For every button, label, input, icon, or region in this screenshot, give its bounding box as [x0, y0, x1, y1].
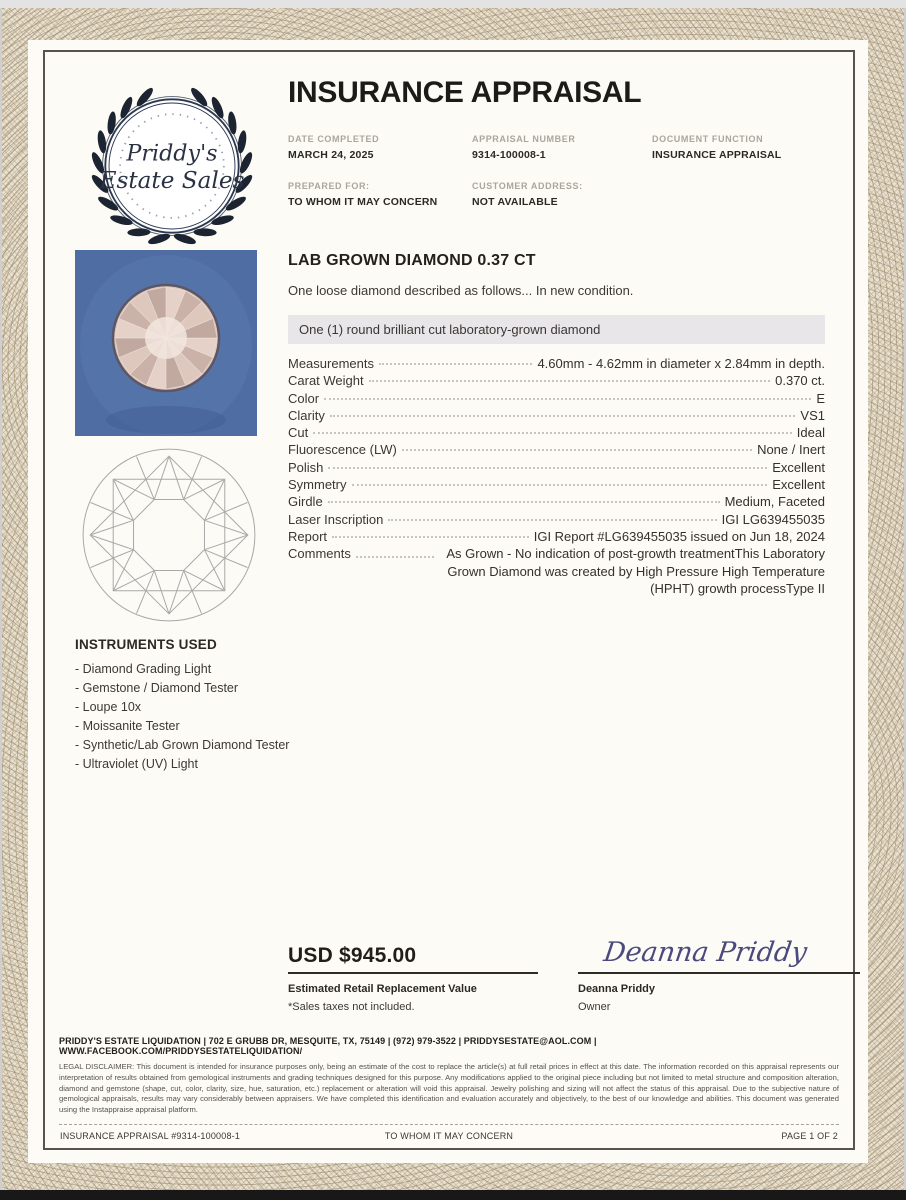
instrument-item: - Loupe 10x	[75, 700, 142, 714]
item-summary-box: One (1) round brilliant cut laboratory-grown diamond	[288, 315, 825, 344]
bottom-bar-right: PAGE 1 OF 2	[781, 1131, 838, 1141]
property-value: E	[816, 390, 825, 406]
property-label: Polish	[288, 459, 324, 475]
meta-label: DATE COMPLETED	[288, 134, 380, 144]
signature-block	[578, 934, 860, 1013]
dotted-leader	[328, 501, 720, 503]
property-row	[288, 493, 825, 510]
meta-prepared-for	[288, 181, 472, 208]
meta-row-2	[288, 181, 848, 208]
property-label: Cut	[288, 425, 309, 441]
signatory-name: Deanna Priddy	[578, 983, 656, 995]
property-label: Fluorescence (LW)	[288, 442, 397, 458]
dotted-leader	[352, 484, 768, 486]
dotted-leader	[388, 519, 716, 521]
dotted-leader	[328, 467, 767, 469]
instrument-item: - Moissanite Tester	[75, 719, 180, 733]
round-brilliant-diagram-icon	[73, 444, 265, 626]
photo-edge-bottom	[0, 1190, 906, 1200]
dotted-leader	[356, 556, 434, 558]
dotted-leader	[330, 415, 796, 417]
dotted-leader	[379, 363, 532, 365]
property-value: IGI Report #LG639455035 issued on Jun 18, 2024	[533, 528, 825, 544]
dotted-leader	[313, 432, 792, 434]
property-value: IGI LG639455035	[721, 511, 825, 527]
bottom-bar-center: TO WHOM IT MAY CONCERN	[384, 1131, 514, 1141]
property-label: Symmetry	[288, 477, 347, 493]
property-row	[288, 511, 825, 528]
meta-date-completed	[288, 134, 472, 161]
valuation-signature-row	[288, 934, 860, 1013]
item-description: One loose diamond described as follows... In new condition.	[288, 283, 634, 298]
property-value: 0.370 ct.	[775, 373, 825, 389]
property-row	[288, 424, 825, 441]
property-label: Color	[288, 390, 320, 406]
property-row	[288, 407, 825, 424]
instrument-item: - Ultraviolet (UV) Light	[75, 757, 198, 771]
property-label: Laser Inscription	[288, 511, 384, 527]
property-row-comments	[288, 545, 825, 597]
property-label: Measurements	[288, 356, 374, 371]
signature-script: Deanna Priddy	[601, 937, 809, 968]
instrument-item: - Diamond Grading Light	[75, 662, 212, 676]
property-value: 4.60mm - 4.62mm in diameter x 2.84mm in depth.	[537, 356, 825, 371]
property-label: Comments	[288, 546, 351, 562]
item-details	[288, 252, 825, 597]
property-value: Ideal	[796, 425, 825, 441]
meta-label: APPRAISAL NUMBER	[472, 134, 576, 144]
header	[288, 76, 848, 208]
dotted-leader	[369, 380, 770, 382]
property-value: As Grown - No indication of post-growth treatmentThis Laboratory Grown Diamond was created by High Pressure High Temperature (HPHT) growth processType II	[446, 546, 825, 596]
signatory-title: Owner	[578, 1001, 611, 1013]
inner-frame	[43, 50, 855, 1150]
instruments-section	[75, 637, 345, 774]
property-label: Clarity	[288, 407, 325, 423]
dotted-leader	[332, 536, 529, 538]
cut-diagram	[73, 444, 265, 626]
meta-label: CUSTOMER ADDRESS:	[472, 181, 583, 191]
meta-customer-address	[472, 181, 652, 208]
property-label: Report	[288, 528, 328, 544]
meta-label: PREPARED FOR:	[288, 181, 370, 191]
appraised-value: USD $945.00	[288, 944, 417, 967]
photo-edge-top	[0, 0, 906, 8]
meta-value: NOT AVAILABLE	[472, 196, 558, 208]
bottom-bar	[59, 1124, 839, 1145]
instrument-item: - Synthetic/Lab Grown Diamond Tester	[75, 738, 290, 752]
property-row	[288, 528, 825, 545]
property-row	[288, 355, 825, 372]
valuation-label: Estimated Retail Replacement Value	[288, 983, 477, 995]
dotted-leader	[402, 449, 752, 451]
bottom-bar-left: INSURANCE APPRAISAL #9314-100008-1	[60, 1131, 241, 1141]
valuation-note: *Sales taxes not included.	[288, 1001, 415, 1013]
property-label: Girdle	[288, 494, 323, 510]
meta-label: DOCUMENT FUNCTION	[652, 134, 764, 144]
meta-row-1	[288, 134, 848, 161]
dotted-leader	[324, 398, 811, 400]
valuation-block	[288, 934, 538, 1013]
contact-line: PRIDDY'S ESTATE LIQUIDATION | 702 E GRUBB DR, MESQUITE, TX, 75149 | (972) 979-3522 | PRIDDYSESTATE@AOL.COM | WWW.FACEBOOK.COM/PRIDDYSESTATELIQUIDATION/	[59, 1036, 597, 1057]
item-title: LAB GROWN DIAMOND 0.37 CT	[288, 252, 536, 269]
logo-line2: Estate Sales	[99, 168, 245, 195]
property-row	[288, 441, 825, 458]
signature-rule	[578, 934, 860, 974]
valuation-rule	[288, 934, 538, 974]
property-value: None / Inert	[757, 442, 825, 458]
instrument-item: - Gemstone / Diamond Tester	[75, 681, 239, 695]
logo-stamp	[61, 78, 283, 254]
property-row	[288, 459, 825, 476]
property-row	[288, 476, 825, 493]
property-list	[288, 355, 825, 597]
property-value: VS1	[800, 407, 825, 423]
footer	[59, 1036, 839, 1145]
property-value: Excellent	[772, 459, 825, 475]
meta-value: MARCH 24, 2025	[288, 149, 374, 161]
property-value: Medium, Faceted	[724, 494, 825, 510]
meta-value: TO WHOM IT MAY CONCERN	[288, 196, 438, 208]
property-label: Carat Weight	[288, 373, 364, 389]
property-row	[288, 390, 825, 407]
meta-document-function	[652, 134, 848, 161]
instruments-heading: INSTRUMENTS USED	[75, 637, 217, 652]
logo-line1: Priddy's	[126, 140, 218, 167]
meta-appraisal-number	[472, 134, 652, 161]
property-row	[288, 372, 825, 389]
meta-value: INSURANCE APPRAISAL	[652, 149, 782, 161]
diamond-photo-image	[75, 250, 257, 436]
property-value: Excellent	[772, 477, 825, 493]
page-title: INSURANCE APPRAISAL	[288, 76, 642, 109]
legal-disclaimer: LEGAL DISCLAIMER: This document is intended for insurance purposes only, being an estimate of the cost to replace the article(s) at full retail prices in effect at this date. The information recorded on this appraisal represents our interpretation of results obtained from gemological instruments and grading techniques designed for this purpose. Any modifications applied to the original piece including but not limited to metal structure and composition alteration, diamond and gemstone (shape, cut, color, clarity, size, hue, saturation, etc.) replacement or alteration will void this appraisal. Jewelry polishing and sizing will not affect the status of this appraisal. Due to the subjective nature of gemological appraisals, results may vary considerably between appraisers. We have completed this identification and evaluation accurately and objectively, to the best of our knowledge and abilities. This document was generated using the Instappraise appraisal platform.	[59, 1062, 839, 1115]
logo-wreath-icon	[61, 78, 283, 254]
diamond-photo	[75, 250, 257, 436]
meta-value: 9314-100008-1	[472, 149, 546, 161]
